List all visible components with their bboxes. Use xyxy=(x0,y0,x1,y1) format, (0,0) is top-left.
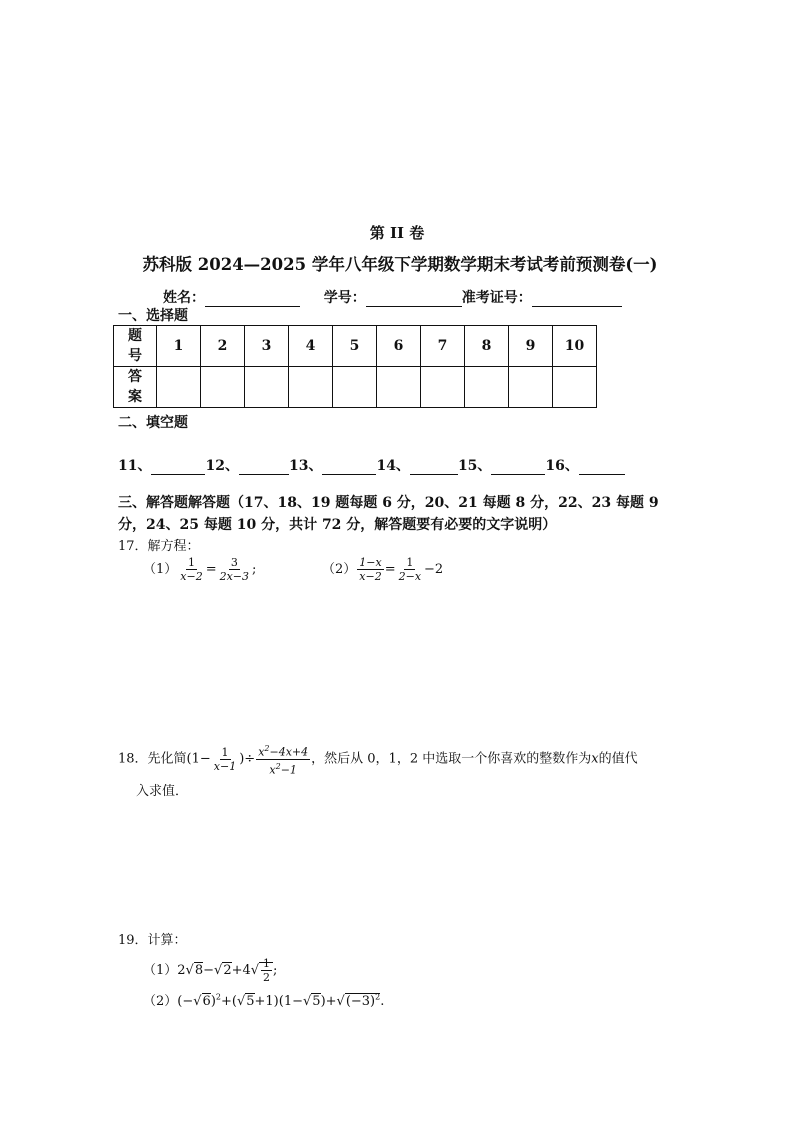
answer-table-answer-row xyxy=(114,367,597,408)
student-info-line xyxy=(163,287,622,307)
question-17-part-1: （1） $\frac{1}{x-2}$ = $\frac{3}{2x-3}$ ; xyxy=(143,556,257,583)
answer-cell[interactable] xyxy=(465,367,509,408)
ticket-label: 准考证号： xyxy=(461,290,532,306)
answer-cell[interactable] xyxy=(201,367,245,408)
ticket-blank[interactable] xyxy=(532,292,622,307)
question-17-part-2: （2） $\frac{1-x}{x-2}$ = $\frac{1}{2-x}$ −2 xyxy=(322,556,444,583)
fill-blank[interactable] xyxy=(151,460,205,475)
question-number-cell: 10 xyxy=(553,326,597,367)
question-number-cell: 8 xyxy=(465,326,509,367)
question-number-cell: 1 xyxy=(157,326,201,367)
answer-cell[interactable] xyxy=(509,367,553,408)
section-1-title: 一、选择题 xyxy=(118,308,188,324)
section-3-title-line-2: 分，24、25 每题 10 分，共计 72 分，解答题要有必要的文字说明） xyxy=(118,517,557,533)
fill-item-label: 14、 xyxy=(376,458,410,474)
fill-item-label: 15、 xyxy=(457,458,492,474)
fill-item-label: 16、 xyxy=(545,458,579,474)
fill-blank[interactable] xyxy=(491,460,545,475)
answer-cell[interactable] xyxy=(377,367,421,408)
fill-item-label: 11、 xyxy=(118,458,152,474)
question-number-cell: 9 xyxy=(509,326,553,367)
question-18-line-1: 18．先化简(1− $\frac{1}{x-1}$ )÷ $\frac{x^2-4x+4}{x^2-1}$ ，然后从 0，1，2 中选取一个你喜欢的整数作为x的值代 xyxy=(118,744,638,777)
page-title: 苏科版 2024—2025 学年八年级下学期数学期末考试考前预测卷(一) xyxy=(142,255,658,274)
fill-blank[interactable] xyxy=(322,460,376,475)
question-18-line-2: 入求值． xyxy=(136,784,189,799)
question-number-cell: 2 xyxy=(201,326,245,367)
question-number-cell: 3 xyxy=(245,326,289,367)
row-label-answer: 答 案 xyxy=(114,367,157,408)
question-19-part-1: （1）2√8−√2+4√ $\frac{1}{2}$ ; xyxy=(143,957,278,984)
id-blank[interactable] xyxy=(366,292,462,307)
question-number-cell: 4 xyxy=(289,326,333,367)
answer-table-number-row xyxy=(114,326,597,367)
id-label: 学号： xyxy=(323,290,366,306)
row-label-number: 题 号 xyxy=(114,326,157,367)
question-19-part-2: $(2)(-√6)^2+(√5+1)(1-√5)+√(-3)^2$. xyxy=(143,992,385,1009)
answer-cell[interactable] xyxy=(333,367,377,408)
fill-blank-line xyxy=(118,455,625,475)
name-blank[interactable] xyxy=(205,292,300,307)
question-17-label: 17．解方程： xyxy=(118,539,200,554)
answer-cell[interactable] xyxy=(421,367,465,408)
section-3-title-line-1: 三、解答题解答题（17、18、19 题每题 6 分，20、21 每题 8 分，22、23 每题 9 xyxy=(118,495,659,511)
answer-table xyxy=(113,325,597,408)
fill-blank[interactable] xyxy=(410,460,458,475)
fill-item-label: 12、 xyxy=(205,458,239,474)
volume-label: 第 II 卷 xyxy=(369,224,425,242)
question-number-cell: 6 xyxy=(377,326,421,367)
fill-blank[interactable] xyxy=(239,460,289,475)
name-label: 姓名： xyxy=(163,290,205,306)
question-number-cell: 5 xyxy=(333,326,377,367)
answer-cell[interactable] xyxy=(245,367,289,408)
question-number-cell: 7 xyxy=(421,326,465,367)
answer-cell[interactable] xyxy=(157,367,201,408)
answer-cell[interactable] xyxy=(289,367,333,408)
answer-cell[interactable] xyxy=(553,367,597,408)
fill-item-label: 13、 xyxy=(288,458,323,474)
question-19-label: 19．计算： xyxy=(118,933,187,948)
fill-blank[interactable] xyxy=(579,460,625,475)
section-2-title: 二、填空题 xyxy=(118,415,188,431)
